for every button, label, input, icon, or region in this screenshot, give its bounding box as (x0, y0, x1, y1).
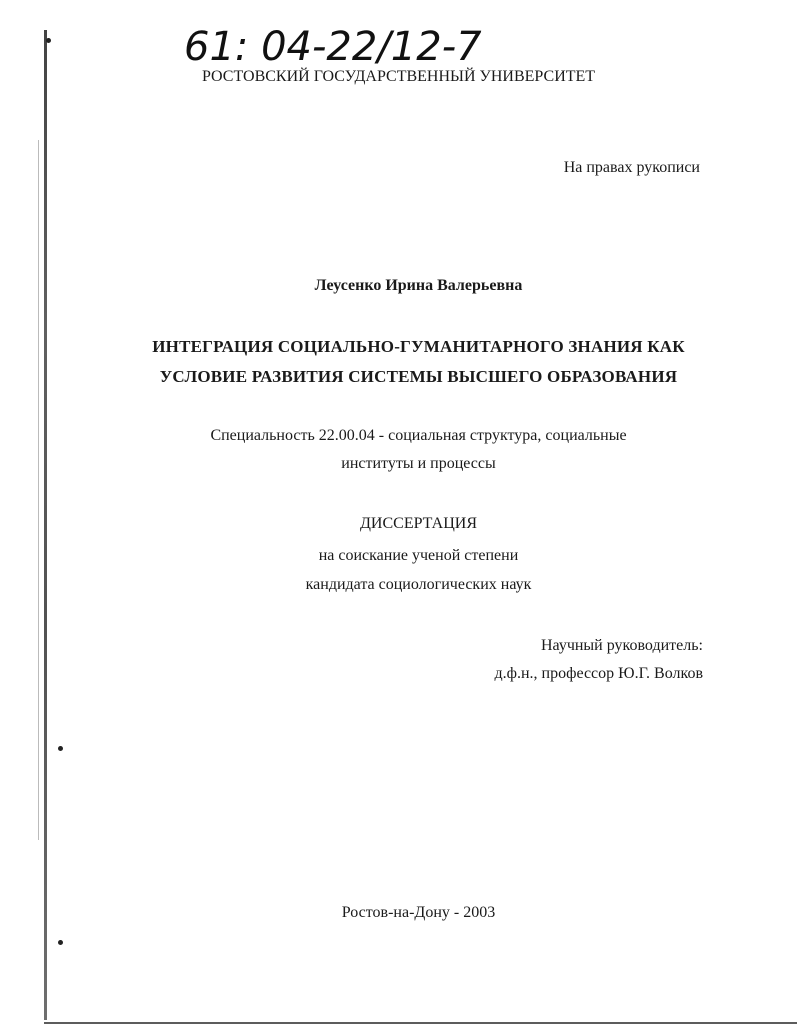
specialty-line-1: Специальность 22.00.04 - социальная структура, социальные (210, 427, 627, 444)
title-line-2: УСЛОВИЕ РАЗВИТИЯ СИСТЕМЫ ВЫСШЕГО ОБРАЗОВАНИЯ (159, 367, 678, 386)
dissertation-line-2: кандидата социологических наук (305, 576, 532, 593)
dissertation-heading: ДИССЕРТАЦИЯ (360, 515, 477, 532)
manuscript-note: На правах рукописи (563, 159, 700, 176)
scan-dot (46, 38, 51, 43)
specialty-line-2: институты и процессы (341, 455, 496, 472)
supervisor-name: д.ф.н., профессор Ю.Г. Волков (494, 665, 703, 682)
author-name: Леусенко Ирина Валерьевна (314, 277, 523, 294)
supervisor-label: Научный руководитель: (540, 637, 703, 654)
handwritten-catalog-code (180, 12, 500, 74)
scan-edge-left-shadow (38, 140, 39, 840)
university-name: РОСТОВСКИЙ ГОСУДАРСТВЕННЫЙ УНИВЕРСИТЕТ (201, 68, 596, 85)
title-line-1: ИНТЕГРАЦИЯ СОЦИАЛЬНО-ГУМАНИТАРНОГО ЗНАНИЯ КАК (152, 337, 685, 356)
dissertation-line-1: на соискание ученой степени (318, 547, 519, 564)
handwritten-code-text: 61: 04-22/12-7 (184, 24, 482, 70)
place-year: Ростов-на-Дону - 2003 (341, 904, 496, 921)
scan-dot (58, 746, 63, 751)
scan-edge-bottom (44, 1022, 797, 1024)
scan-dot (58, 940, 63, 945)
